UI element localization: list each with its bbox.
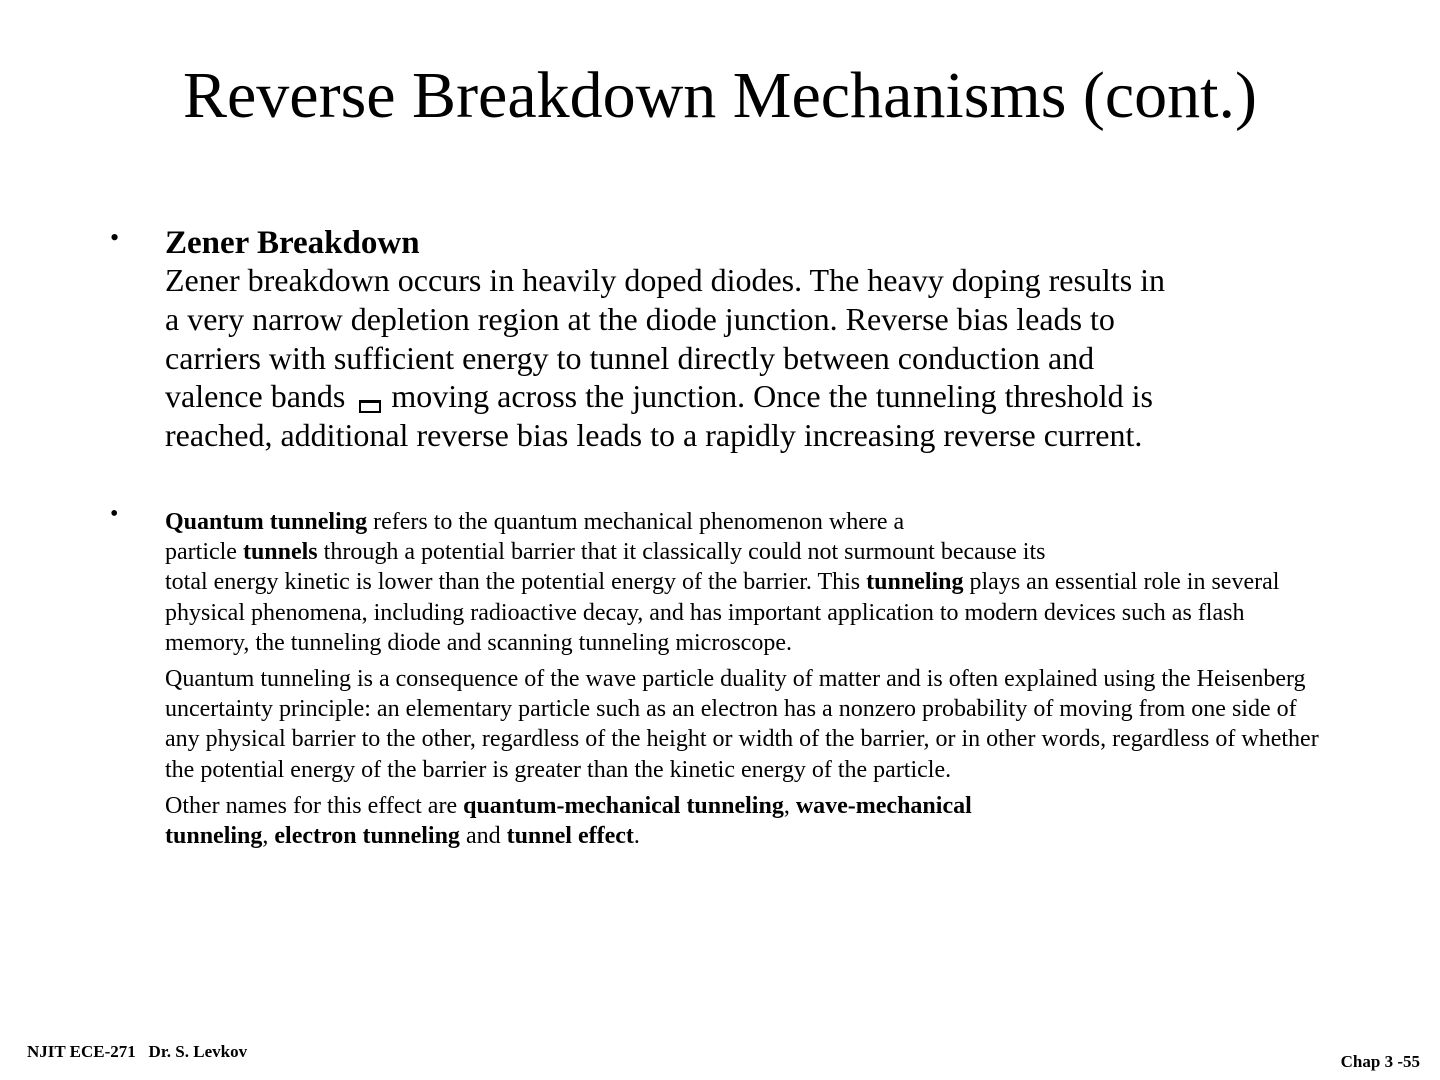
zener-line: a very narrow depletion region at the diode junction. Reverse bias leads to [165, 300, 1115, 337]
quantum-tunneling-bullet [110, 501, 1320, 857]
term-bold: electron tunneling [274, 823, 460, 850]
zener-line: carriers with sufficient energy to tunnel directly between conduction and [165, 339, 1095, 376]
term-bold: tunnel effect [506, 823, 634, 850]
text: through a potential barrier that it classically could not surmount because its [317, 539, 1046, 566]
text: refers to the quantum mechanical phenomenon where a [367, 509, 905, 535]
zener-line-part: valence bands [165, 378, 346, 415]
text: , [783, 792, 796, 819]
text: , [262, 823, 275, 850]
zener-paragraph [165, 261, 1320, 455]
text: particle [165, 539, 243, 566]
zener-line: Zener breakdown occurs in heavily doped diodes. The heavy doping results in [165, 262, 1166, 298]
term-bold: tunneling [866, 569, 964, 596]
bullet-dot-icon: • [110, 501, 119, 527]
term-bold: quantum-mechanical tunneling [463, 792, 784, 819]
footer-course-author: NJIT ECE-271 Dr. S. Levkov [27, 1042, 248, 1061]
zener-heading: Zener Breakdown [165, 225, 420, 261]
text: total energy kinetic is lower than the potential energy of the barrier. This [165, 569, 867, 596]
zener-line-part: moving across the junction. Once the tunneling threshold is [391, 378, 1153, 415]
text: plays an essential role in several physical phenomena, including radioactive decay, and has important application to modern devices such as flash memory, the tunneling diode and scanning tunneling microscope. [165, 569, 1280, 656]
text: and [459, 823, 507, 850]
zener-line: reached, additional reverse bias leads to a rapidly increasing reverse current. [165, 417, 1143, 454]
term-bold: Quantum tunneling [165, 509, 368, 535]
text: . [633, 823, 640, 850]
term-bold: wave-mechanical [795, 792, 972, 819]
zener-breakdown-bullet [110, 225, 1320, 455]
quantum-paragraph-3 [165, 791, 1320, 851]
bullet-dot-icon: • [110, 223, 120, 252]
text: Other names for this effect are [165, 792, 464, 819]
quantum-paragraph-1 [165, 507, 1320, 658]
quantum-paragraph-2: Quantum tunneling is a consequence of the wave particle duality of matter and is often explained using the Heisenberg uncertainty principle: an elementary particle such as an electron has a nonzero probability of moving from one side of any physical barrier to the other, regardless of the height or width of the barrier, or in other words, regardless of whether the potential energy of the barrier is greater than the kinetic energy of the particle. [165, 666, 1319, 783]
term-bold: tunnels [242, 539, 318, 566]
zener-line [165, 377, 1320, 416]
missing-glyph-icon [359, 400, 381, 413]
footer-page-number: Chap 3 -55 [1340, 1052, 1420, 1071]
term-bold: tunneling [165, 823, 263, 850]
slide-title: Reverse Breakdown Mechanisms (cont.) [182, 59, 1257, 132]
